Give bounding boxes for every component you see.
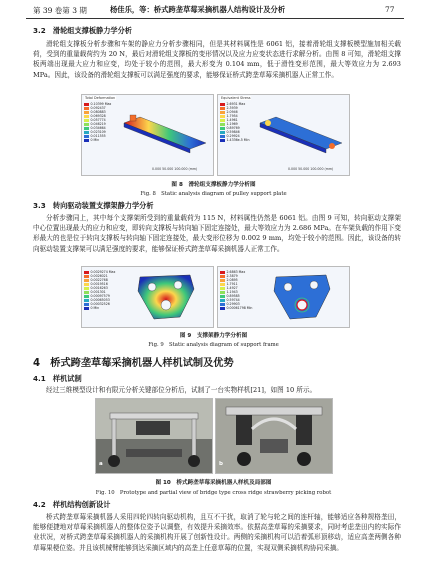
legend-row: 0.0022768: [84, 278, 115, 282]
legend-row: 1.4336e-5 Min: [220, 138, 249, 142]
legend-row: 2.3939: [220, 106, 249, 110]
support-frame-deformation-model: [132, 271, 202, 323]
legend-row: 0.00065053: [84, 298, 115, 302]
legend-row: 0 Min: [84, 138, 111, 142]
figure-10-caption-en: Fig. 10 Prototype and partial view of bridge type cross ridge strawberry picking robot: [95, 490, 332, 496]
figure-8-caption-cn: 图 8 滑轮组支撑板静力学分析图: [171, 182, 256, 188]
legend-row: 1.1943: [220, 290, 252, 294]
legend-row: 1.7911: [220, 282, 252, 286]
section-4-2-paragraph: 桥式跨垄草莓采摘机器人采用四轮四转向驱动机构，且互不干扰，取消了轮与轮之间的连杆轴，能够适应各种规格垄田，能够便捷地对草莓采摘机器人的整体位姿予以调整，有效提升采摘效率。依据高垄草莓的采摘要求，同时考虑垄田内的实际作业状况，对桥式跨垄草莓采摘机器人的采摘机构开展了创新性设计。两侧的采摘机构可以沿着弧形顶移动，适应高垄两侧各种草莓果梗位姿。并且该机械臂能够到达采摘区域内的高垄上任意草莓的位置，实现双侧采摘机构协同采摘。: [33, 513, 401, 552]
page-number: 77: [385, 5, 395, 14]
legend-row: 0.29924: [220, 134, 249, 138]
legend-row: 0.069328: [84, 114, 111, 118]
header-rule: [26, 18, 404, 19]
panel-label-deformation: Total Deformation: [85, 96, 116, 100]
legend-row: 0.0016263: [84, 286, 115, 290]
legend-row: 0.89585: [220, 294, 252, 298]
figure-8-legend-a: [84, 102, 111, 142]
legend-row: 0.89769: [220, 126, 249, 130]
legend-row: 2.6931 Max: [220, 102, 249, 106]
legend-row: 0.001301: [84, 290, 115, 294]
section-4-heading: 4 桥式跨垄草莓采摘机器人样机试制及优势: [33, 358, 234, 369]
section-3-2-heading: 3.2 滑轮组支撑板静力学分析: [33, 26, 132, 35]
legend-row: 2.0946: [220, 110, 249, 114]
legend-row: 2.0895: [220, 278, 252, 282]
figure-9-legend-b: [220, 270, 252, 310]
section-3-3-heading: 3.3 转向驱动装置支撑架静力学分析: [33, 201, 154, 210]
prototype-photo: [96, 399, 212, 473]
legend-row: 1.1969: [220, 122, 249, 126]
pulley-plate-deformation-model: [120, 113, 210, 163]
legend-row: 1.4927: [220, 286, 252, 290]
running-title: 杨佳乐，等：桥式跨垄草莓采摘机器人结构设计及分析: [110, 5, 286, 14]
figure-8-caption-en: Fig. 8 Static analysis diagram of pulley support plate: [140, 191, 287, 197]
section-4-1-heading: 4.1 样机试制: [33, 374, 82, 383]
pulley-plate-stress-model: [256, 113, 346, 163]
legend-row: 0.00032526: [84, 302, 115, 306]
legend-row: 1.7954: [220, 114, 249, 118]
legend-row: 0.0029274 Max: [84, 270, 115, 274]
figure-8-legend-b: [220, 102, 249, 142]
scale-bar-a: 0.000 50.000 100.000 (mm): [152, 167, 198, 171]
photo-label-a: a: [99, 461, 103, 467]
figure-9-caption-en: Fig. 9 Static analysis diagram of support frame: [148, 342, 279, 348]
legend-row: 0.011555: [84, 134, 111, 138]
figure-9-panel-deformation: [81, 266, 214, 328]
legend-row: 2.6863 Max: [220, 270, 252, 274]
panel-label-stress: Equivalent Stress: [221, 96, 251, 100]
support-frame-stress-model: [268, 271, 338, 323]
figure-10-photo-detail: [215, 398, 333, 474]
section-3-3-paragraph: 分析步骤同上，其中每个支撑架所受到的重量载荷为 115 N，材料属性仍然是 6061 铝。由图 9 可知，转向驱动支撑架中心位置出现最大的应力和应变，即转向支撑板与转向轴下固定连接处，最大等效应力为 2.686 MPa。在车架负载的作用下变形最大的也是位于转向支撑板与转向轴下固定连接处，最大变形位移为 0.002 9 mm，均处于较小的范围。因此，该设备的转向驱动装置支撑架可以满足强度的要求，能够保证桥式跨垄草莓采摘机器人正常工作。: [33, 214, 401, 253]
legend-row: 0.00061798 Min: [220, 306, 252, 310]
legend-row: 0.034664: [84, 126, 111, 130]
legend-row: 0.092437: [84, 106, 111, 110]
legend-row: 0.057774: [84, 118, 111, 122]
legend-row: 0.59846: [220, 130, 249, 134]
figure-8: [33, 94, 398, 176]
legend-row: 0.00097579: [84, 294, 115, 298]
figure-9-legend-a: [84, 270, 115, 310]
legend-row: 0 Min: [84, 306, 115, 310]
figure-10: [95, 398, 335, 474]
journal-volume: 第 39 卷第 3 期: [33, 6, 87, 15]
section-4-2-heading: 4.2 样机结构创新设计: [33, 500, 111, 509]
section-3-2-paragraph: 滑轮组支撑板分析步骤和车架的静应力分析步骤相同，但是其材料属性是 6061 铝，接着滑轮组支撑板模型施加相关载荷，受到的重量载荷约为 20 N，最后对滑轮组支撑板的变形情况以及应力应变状态进行求解分析。由图 8 可知，滑轮组支撑板两端出现最大应力和应变，均处于较小的范围，最大形变为 0.104 mm，低于滑性变形范围，最大等效应力为 2.693 MPa。因此，该设备的滑轮组支撑板可以满足强度的要求，能够保证桥式跨垄草莓采摘机器人正常工作。: [33, 40, 401, 79]
legend-row: 1.4961: [220, 118, 249, 122]
legend-row: 0.023109: [84, 130, 111, 134]
legend-row: 2.3879: [220, 274, 252, 278]
legend-row: 0.0026021: [84, 274, 115, 278]
figure-10-caption-cn: 图 10 桥式跨垄草莓采摘机器人样机及局部图: [155, 480, 272, 486]
legend-row: 0.59744: [220, 298, 252, 302]
legend-row: 0.046219: [84, 122, 111, 126]
scale-bar-b: 0.000 50.000 100.000 (mm): [288, 167, 334, 171]
figure-10-photo-prototype: [95, 398, 213, 474]
legend-row: 0.29903: [220, 302, 252, 306]
detail-photo: [216, 399, 332, 473]
legend-row: 0.10399 Max: [84, 102, 111, 106]
figure-9-caption-cn: 图 9 支撑架静力学分析图: [179, 333, 248, 339]
figure-8-panel-stress: [217, 94, 350, 176]
figure-9-panel-stress: [217, 266, 350, 328]
section-4-1-paragraph: 经过三维模型设计和有限元分析关键部位分析后，试制了一台实物样机[21]，如图 10 所示。: [46, 386, 317, 394]
legend-row: 0.0019516: [84, 282, 115, 286]
figure-9: [33, 266, 398, 328]
legend-row: 0.080883: [84, 110, 111, 114]
figure-8-panel-deformation: [81, 94, 214, 176]
photo-label-b: b: [219, 461, 223, 467]
